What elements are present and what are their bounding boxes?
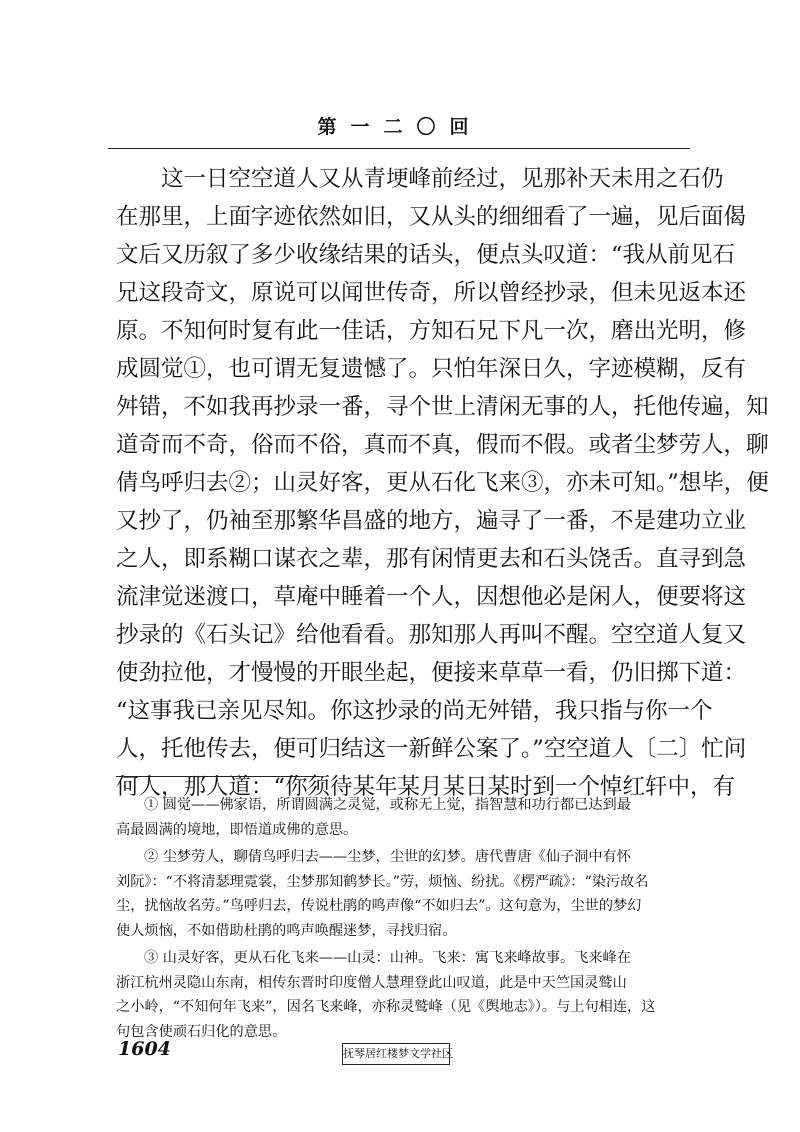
body-line: 流津觉迷渡口，草庵中睡着一个人，因想他必是闲人，便要将这 (116, 584, 747, 610)
footnote-rule (116, 776, 320, 777)
body-line: 这一日空空道人又从青埂峰前经过，见那补天未用之石仍 (161, 166, 724, 192)
footnote-line: 尘，扰恼故名劳。”鸟呼归去，传说杜鹃的鸣声像“不如归去”。这句意为，尘世的梦幻 (116, 898, 642, 914)
body-line: 在那里，上面字迹依然如旧，又从头的细细看了一遍，见后面偈 (116, 204, 747, 230)
body-line: 何人，那人道：“你须待某年某月某日某时到一个悼红轩中，有 (116, 774, 736, 800)
chapter-title: 第一二〇回 (317, 116, 483, 138)
body-line: 道奇而不奇，俗而不俗，真而不真，假而不假。或者尘梦劳人，聊 (116, 432, 769, 458)
body-line: “这事我已亲见尽知。你这抄录的尚无舛错，我只指与你一个 (116, 698, 713, 724)
footnote-line: ① 圆觉——佛家语，所谓圆满之灵觉，或称无上觉，指智慧和功行都已达到最 (144, 797, 631, 813)
footnote-line: 句包含使顽石归化的意思。 (116, 1023, 287, 1040)
header-rule (108, 148, 690, 149)
footnote-line: ② 尘梦劳人，聊倩鸟呼归去——尘梦，尘世的幻梦。唐代曹唐《仙子洞中有怀 (144, 849, 631, 865)
community-stamp: 抚琴居红楼梦文学社区 (342, 1043, 450, 1065)
body-line: 文后又历叙了多少收缘结果的话头，便点头叹道：“我从前见石 (116, 242, 736, 268)
footnote (116, 946, 696, 1044)
footnote-line: 刘阮》：“不将清瑟理霓裳，尘梦那知鹤梦长。”劳，烦恼、纷扰。《楞严疏》：“染污故名 (116, 873, 649, 890)
body-line: 原。不知何时复有此一佳话，方知石兄下凡一次，磨出光明，修 (116, 318, 747, 344)
body-line: 又抄了，仍袖至那繁华昌盛的地方，遍寻了一番，不是建功立业 (116, 508, 747, 534)
body-line: 使劲拉他，才慢慢的开眼坐起，便接来草草一看，仍旧掷下道： (116, 660, 747, 686)
body-line: 成圆觉①，也可谓无复遗憾了。只怕年深日久，字迹模糊，反有 (116, 356, 747, 382)
footnote-line: 高最圆满的境地，即悟道成佛的意思。 (116, 821, 358, 838)
footnote-line: 使人烦恼，不如借助杜鹃的鸣声唤醒迷梦，寻找归宿。 (116, 922, 457, 939)
body-text (116, 160, 769, 806)
body-line: 倩鸟呼归去②；山灵好客，更从石化飞来③，亦未可知。”想毕，便 (116, 470, 769, 496)
footnote-line: 之小岭，“不知何年飞来”，因名飞来峰，亦称灵鹫峰（见《舆地志》）。与上句相连，这 (116, 999, 656, 1015)
body-line: 抄录的《石头记》给他看看。那知那人再叫不醒。空空道人复又 (116, 622, 747, 648)
body-line: 兄这段奇文，原说可以闻世传奇，所以曾经抄录，但未见返本还 (116, 280, 747, 306)
body-line: 人，托他传去，便可归结这一新鲜公案了。”空空道人〔二〕忙问 (116, 736, 747, 762)
footnote (116, 793, 696, 842)
footnotes (116, 793, 696, 1047)
page-number: 1604 (118, 1038, 171, 1060)
footnote-line: 浙江杭州灵隐山东南，相传东晋时印度僧人慧理登此山叹道，此是中天竺国灵鹫山 (116, 974, 627, 991)
body-line: 舛错，不如我再抄录一番，寻个世上清闲无事的人，托他传遍，知 (116, 394, 769, 420)
footnote-line: ③ 山灵好客，更从石化飞来——山灵：山神。飞来：寓飞来峰故事。飞来峰在 (144, 950, 631, 966)
footnote (116, 845, 696, 943)
body-line: 之人，即系糊口谋衣之辈，那有闲情更去和石头饶舌。直寻到急 (116, 546, 747, 572)
